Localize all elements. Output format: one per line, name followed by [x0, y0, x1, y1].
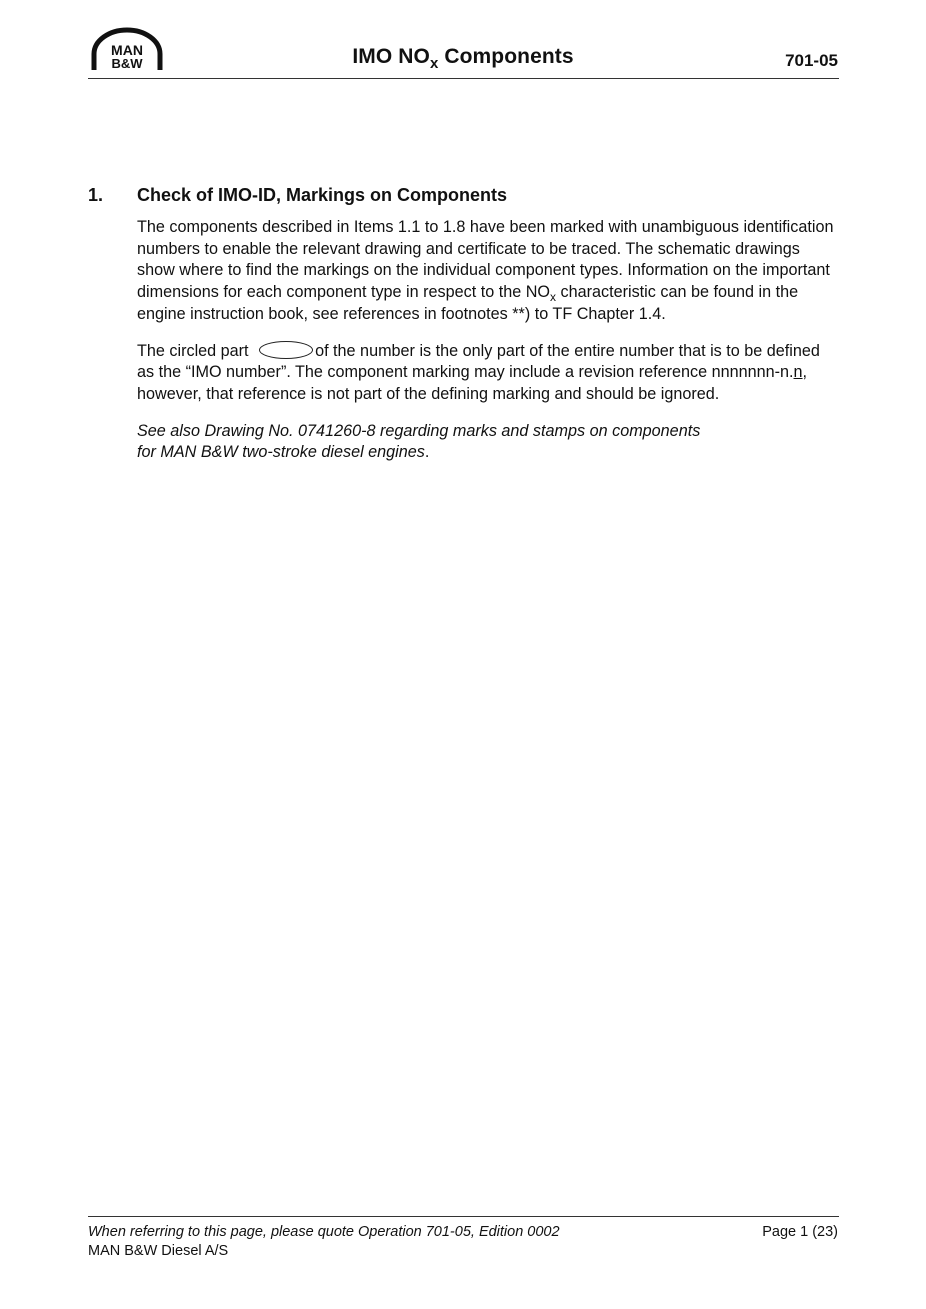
circled-part-oval-icon [259, 341, 313, 359]
paragraph-imo-text-a: The circled part [137, 341, 254, 360]
paragraph-markings [137, 217, 839, 326]
drawing-reference-note [137, 421, 839, 464]
document-number: 701-05 [785, 51, 838, 70]
page-number: Page 1 (23) [762, 1224, 838, 1240]
page-title-main: IMO NO [352, 45, 430, 68]
section-body [137, 217, 839, 479]
section-heading: Check of IMO-ID, Markings on Components [137, 185, 508, 205]
paragraph-imo-text-c: , however, that reference is not part of the defining marking and should be ignored. [137, 363, 808, 403]
footer-reference: When referring to this page, please quote Operation 701-05, Edition 0002 [88, 1224, 560, 1240]
page-title-subscript: x [429, 55, 439, 72]
page-title-tail: Components [438, 45, 574, 68]
note-line-2: for MAN B&W two-stroke diesel engines [137, 443, 425, 462]
note-end: . [424, 443, 430, 462]
footer-company: MAN B&W Diesel A/S [88, 1243, 229, 1259]
nox-subscript: x [550, 290, 557, 305]
paragraph-imo-text-b: of the number is the only part of the entire number that is to be defined as the “IMO number”. The component marking may include a revision reference nnnnnnn-n. [137, 341, 820, 382]
section-number: 1. [88, 185, 104, 205]
paragraph-markings-text-b: characteristic can be found in the engine instruction book, see references in footnotes **) to TF Chapter 1.4. [137, 283, 799, 323]
header-divider [88, 78, 839, 79]
logo-text-man: MAN [111, 42, 143, 58]
revision-digit-underlined: n [793, 363, 803, 382]
paragraph-imo-number [137, 341, 839, 406]
note-line-1: See also Drawing No. 0741260-8 regarding marks and stamps on components [137, 421, 701, 440]
logo-text-bw: B&W [111, 56, 143, 71]
paragraph-markings-text-a: The components described in Items 1.1 to 1.8 have been marked with unambiguous identification numbers to enable the relevant drawing and certificate to be traced. The schematic drawings show where to find the markings on the individual component types. Information on the important dimensions for each component type in respect to the NO [137, 218, 834, 302]
footer-divider [88, 1216, 839, 1217]
